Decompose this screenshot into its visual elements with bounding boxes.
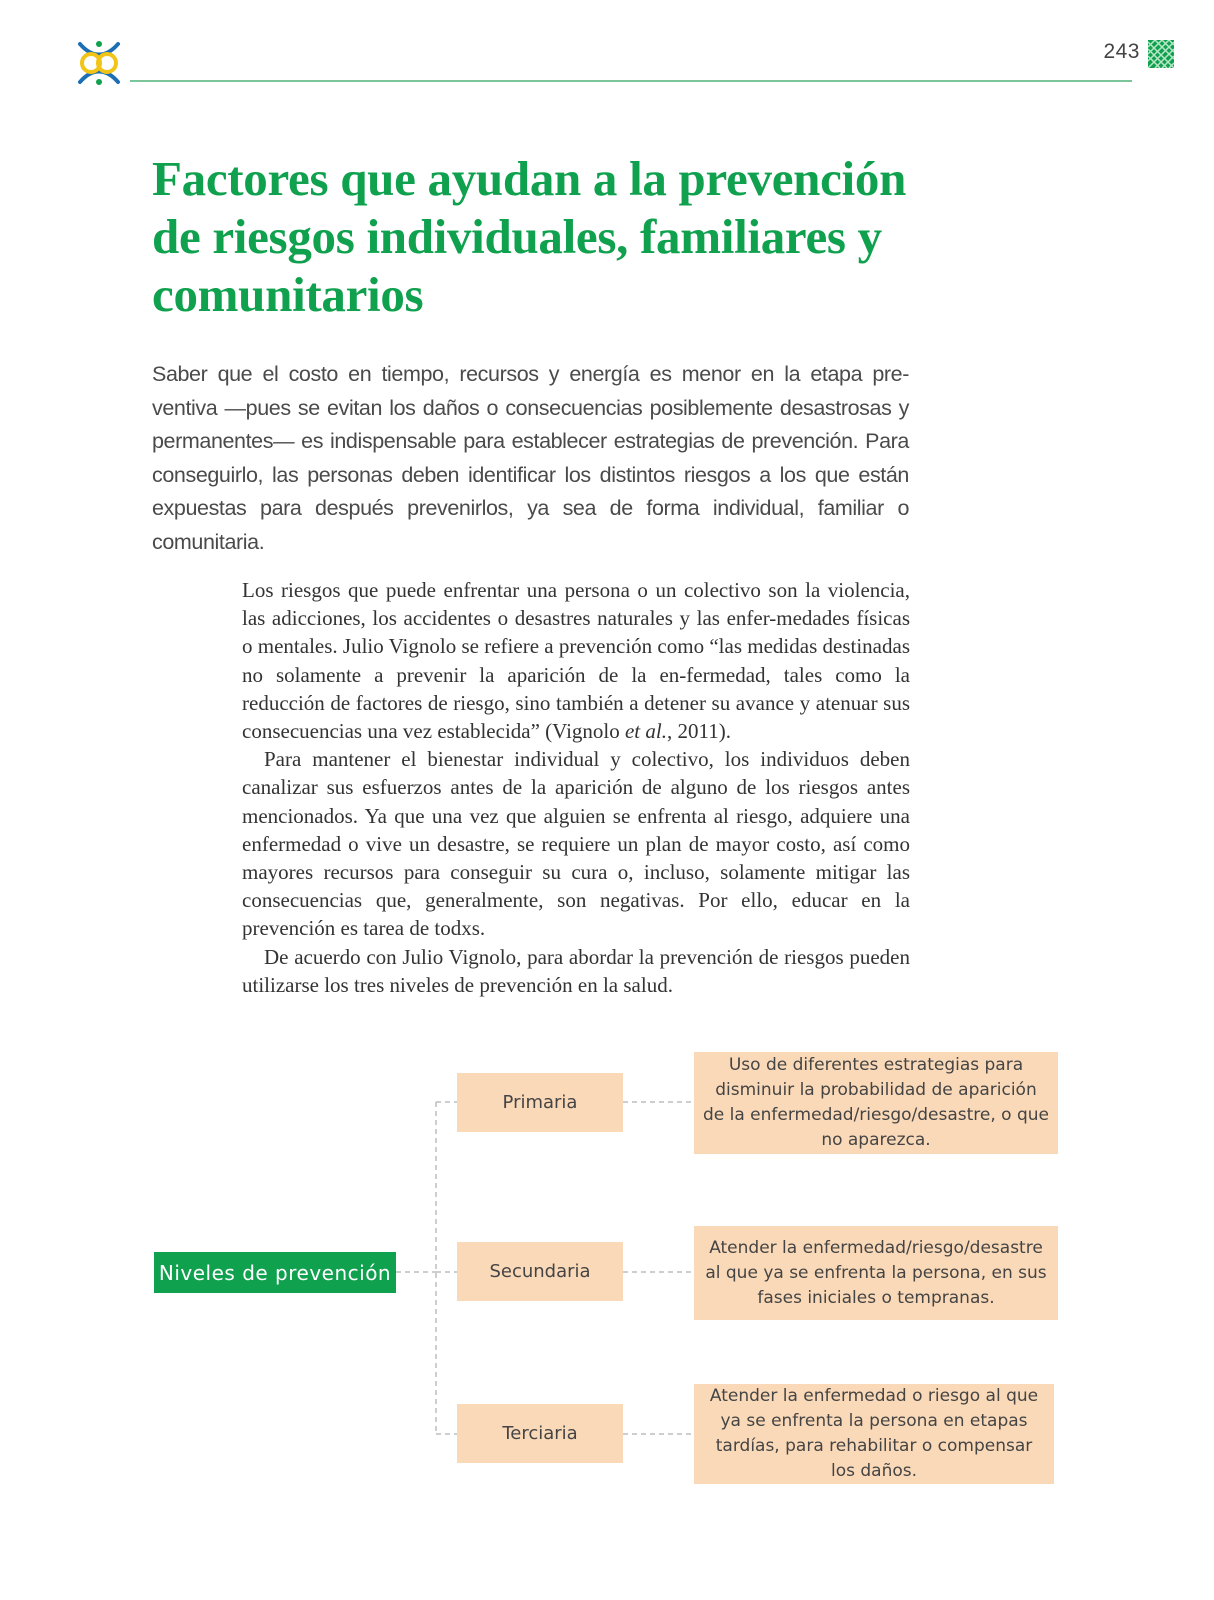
citation-et-al: et al. (624, 719, 667, 744)
body-paragraph-1-text: Los riesgos que puede enfrentar una persona o un colectivo son la violencia, las adicciones, los accidentes o desastres naturales y las enfer-medades físicas o mentales. Julio Vignolo se refiere a prevención como “las medidas destinadas no solamente a prevenir la aparición de la en-fermedad, tales como la reducción de factores de riesgo, sino también a detener su avance y atenuar sus consecuencias una vez establecida” (Vignolo (242, 578, 910, 744)
level-primaria: Primaria (457, 1073, 623, 1132)
body-paragraph-3: De acuerdo con Julio Vignolo, para abordar la prevención de riesgos pueden utilizarse los tres niveles de prevención en la salud. (242, 944, 910, 997)
page-number: 243 (1103, 40, 1140, 63)
level-terciaria: Terciaria (457, 1404, 623, 1463)
body-paragraph-1 (242, 576, 910, 745)
body-paragraph-1-end: , 2011). (666, 719, 731, 744)
green-pattern-square-icon (1148, 40, 1174, 68)
yellow-blue-interlaced-logo-icon (74, 38, 124, 88)
level-terciaria-description: Atender la enfermedad o riesgo al que ya se enfrenta la persona en etapas tardías, para rehabilitar o compensar los daños. (694, 1384, 1054, 1484)
level-primaria-description: Uso de diferentes estrategias para disminuir la probabilidad de aparición de la enfermedad/riesgo/desastre, o que no aparezca. (694, 1052, 1058, 1154)
page-title: Factores que ayudan a la prevención de riesgos individuales, familiares y comunitarios (152, 151, 907, 322)
body-text (242, 576, 910, 999)
header-rule (130, 80, 1132, 82)
level-secundaria-description: Atender la enfermedad/riesgo/desastre al que ya se enfrenta la persona, en sus fases iniciales o tempranas. (694, 1226, 1058, 1320)
diagram-root-node: Niveles de prevención (154, 1252, 396, 1293)
intro-paragraph: Saber que el costo en tiempo, recursos y energía es menor en la etapa pre-ventiva —pues se evitan los daños o consecuencias posiblemente desastrosas y permanentes— es indispensable para establecer estrategias de prevención. Para conseguirlo, las personas deben identificar los distintos riesgos a los que están expuestas para después prevenirlos, ya sea de forma individual, familiar o comunitaria. (152, 362, 909, 554)
body-paragraph-2: Para mantener el bienestar individual y colectivo, los individuos deben canalizar sus esfuerzos antes de la aparición de alguno de los riesgos antes mencionados. Ya que una vez que alguien se enfrenta al riesgo, adquiere una enfermedad o vive un desastre, se requiere un plan de mayor costo, así como mayores recursos para conseguir su cura o, incluso, solamente mitigar las consecuencias que, generalmente, son negativas. Por ello, educar en la prevención es tarea de todxs. (242, 747, 910, 941)
level-secundaria: Secundaria (457, 1242, 623, 1301)
